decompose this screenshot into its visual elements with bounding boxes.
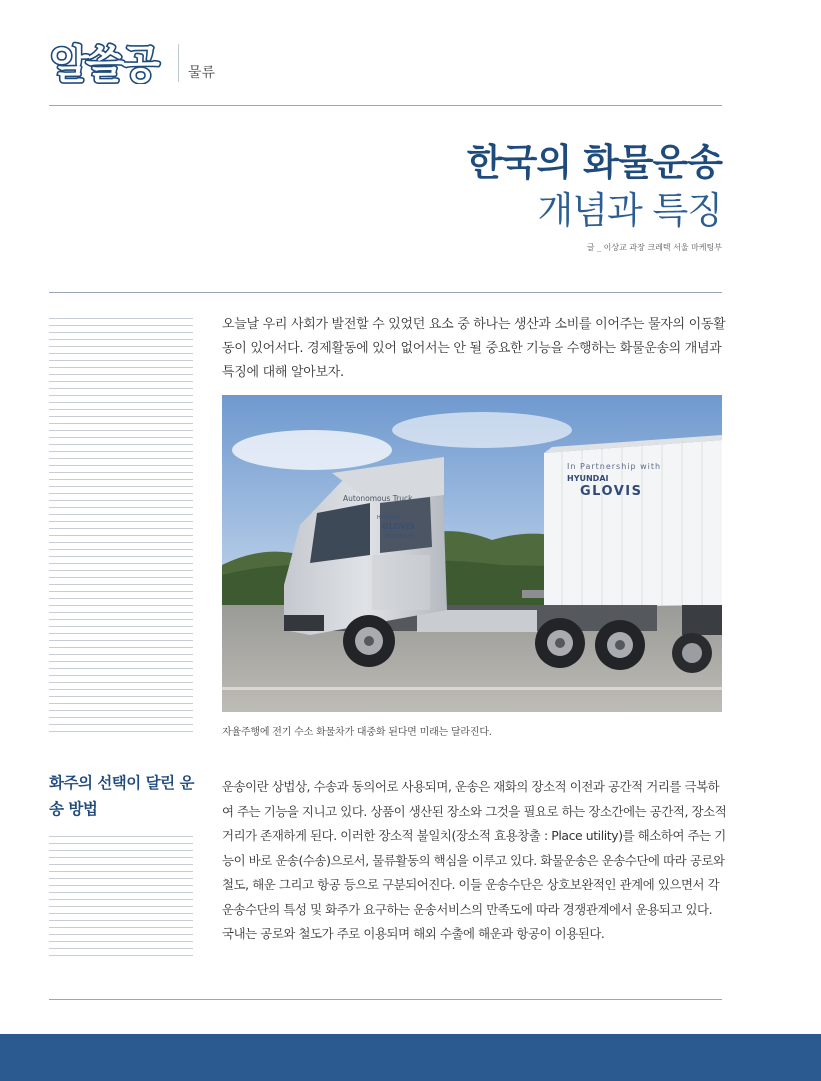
trailer-partner-text: In Partnership with (567, 462, 662, 471)
decorative-lines-top (49, 318, 193, 734)
trailer-brand: GLOVIS (580, 484, 643, 499)
article-body: 운송이란 상법상, 수송과 동의어로 사용되며, 운송은 재화의 장소적 이전과 공간적 거리를 극복하여 주는 기능을 지니고 있다. 상품이 생산된 장소와 그것을 필요로 하는 장소간에는 공간적, 장소적 거리가 존재하게 된다. 이러한 장소적 불일치(장소적 효용창출 : Place utility)를 해소하여 주는 기능이 바로 운송(수송)으로서, 물류활동의 핵심을 이루고 있다. 화물운송은 운송수단에 따라 공로와 철도, 해운 그리고 항공 등으로 구분되어진다. 이들 운송수단은 상호보완적인 관계에 있으면서 각 운송수단의 특성 및 화주가 요구하는 운송서비스의 만족도에 따라 경쟁관계에서 운용되고 있다. 국내는 공로와 철도가 주로 이용되며 해외 수출에 해운과 항공이 이용된다. (222, 779, 727, 941)
cab-brand: GLOVIS (382, 522, 415, 531)
article-title-line1: 한국의 화물운송 (466, 141, 722, 184)
photo-caption: 자율주행에 전기 수소 화물차가 대중화 된다면 미래는 달라진다. (222, 727, 492, 738)
bottom-rule (49, 999, 722, 1000)
cab-brand-small: HYUNDAI (377, 515, 400, 521)
article-intro: 오늘날 우리 사회가 발전할 수 있었던 요소 중 하나는 생산과 소비를 이어주는 물자의 이동활동이 있어서다. 경제활동에 있어 없어서는 안 될 중요한 기능을 수행하는 화물운송의 개념과 특징에 대해 알아보자. (222, 317, 726, 380)
magazine-logo (49, 36, 169, 84)
footer-bar (0, 1034, 821, 1081)
article-byline: 글 _ 이상교 과장 크레텍 서울 마케팅부 (586, 243, 722, 252)
logo-text: 알쓸공 (50, 42, 157, 84)
decorative-lines-bottom (49, 836, 193, 960)
title-rule (49, 292, 722, 293)
autonomous-truck-photo (222, 395, 722, 712)
header-rule (49, 105, 722, 106)
section-title: 화주의 선택이 달린 운송 방법 (49, 774, 194, 818)
trailer-brand-small: HYUNDAI (567, 474, 609, 483)
cab-truck-label: Autonomous Truck (343, 494, 413, 503)
category-label: 물류 (188, 65, 216, 81)
header-divider (178, 44, 179, 82)
cab-sub-label: 자율주행트럭 (384, 534, 413, 540)
article-title-line2: 개념과 특징 (537, 189, 722, 232)
